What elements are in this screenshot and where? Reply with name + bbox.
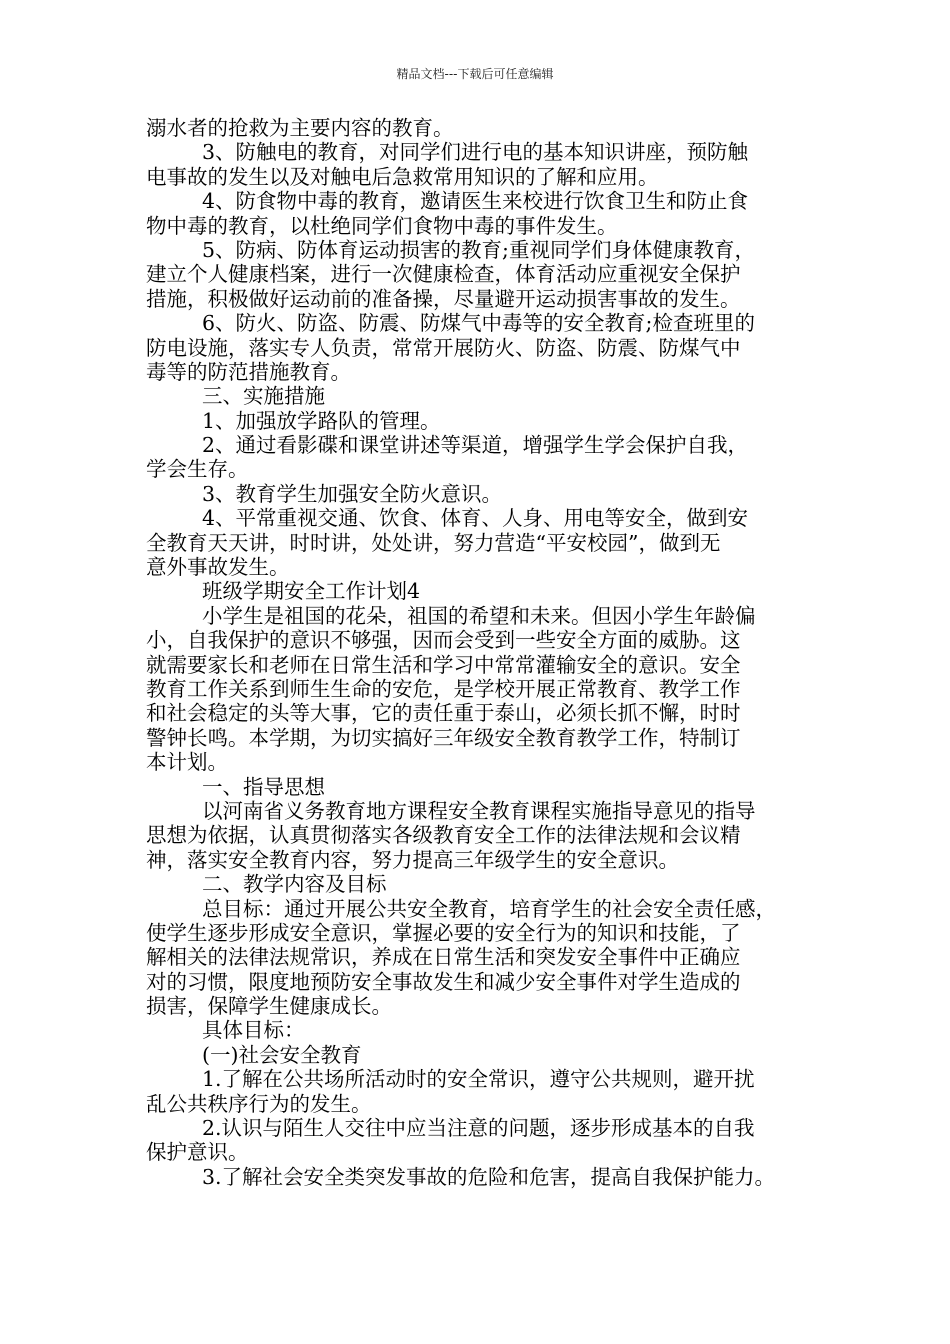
text-line: 解相关的法律法规常识，养成在日常生活和突发安全事件中正确应 <box>146 945 741 970</box>
text-line: 小学生是祖国的花朵，祖国的希望和未来。但因小学生年龄偏 <box>202 603 756 628</box>
page-header: 精品文档---下载后可任意编辑 <box>396 67 554 81</box>
text-line: 本计划。 <box>146 750 228 775</box>
text-line: 保护意识。 <box>146 1140 249 1165</box>
text-line: 6、防火、防盗、防震、防煤气中毒等的安全教育;检查班里的 <box>202 311 755 336</box>
text-line: 一、指导思想 <box>202 774 325 799</box>
text-line: 全教育天天讲，时时讲，处处讲，努力营造“平安校园”，做到无 <box>146 530 721 555</box>
text-line: 5、防病、防体育运动损害的教育;重视同学们身体健康教育， <box>202 237 755 262</box>
text-line: 以河南省义务教育地方课程安全教育课程实施指导意见的指导 <box>202 798 756 823</box>
text-line: 3、防触电的教育，对同学们进行电的基本知识讲座，预防触 <box>202 140 749 165</box>
text-line: (一)社会安全教育 <box>202 1042 362 1067</box>
text-line: 措施，积极做好运动前的准备操，尽量避开运动损害事故的发生。 <box>146 286 741 311</box>
text-line: 毒等的防范措施教育。 <box>146 359 351 384</box>
text-line: 电事故的发生以及对触电后急救常用知识的了解和应用。 <box>146 164 659 189</box>
text-line: 4、平常重视交通、饮食、体育、人身、用电等安全，做到安 <box>202 506 749 531</box>
text-line: 1、加强放学路队的管理。 <box>202 408 441 433</box>
text-line: 3.了解社会安全类突发事故的危险和危害，提高自我保护能力。 <box>202 1164 776 1189</box>
text-line: 乱公共秩序行为的发生。 <box>146 1091 372 1116</box>
text-line: 建立个人健康档案，进行一次健康检查，体育活动应重视安全保护 <box>146 262 741 287</box>
text-line: 就需要家长和老师在日常生活和学习中常常灌输安全的意识。安全 <box>146 652 741 677</box>
text-line: 二、教学内容及目标 <box>202 872 387 897</box>
text-line: 使学生逐步形成安全意识，掌握必要的安全行为的知识和技能，了 <box>146 920 741 945</box>
text-line: 班级学期安全工作计划4 <box>202 579 421 604</box>
document-body <box>146 116 822 1189</box>
text-line: 意外事故发生。 <box>146 555 290 580</box>
text-line: 4、防食物中毒的教育，邀请医生来校进行饮食卫生和防止食 <box>202 189 749 214</box>
text-line: 教育工作关系到师生生命的安危，是学校开展正常教育、教学工作 <box>146 676 741 701</box>
text-line: 防电设施，落实专人负责，常常开展防火、防盗、防震、防煤气中 <box>146 335 741 360</box>
text-line: 警钟长鸣。本学期，为切实搞好三年级安全教育教学工作，特制订 <box>146 725 741 750</box>
text-line: 3、教育学生加强安全防火意识。 <box>202 481 503 506</box>
text-line: 神，落实安全教育内容，努力提高三年级学生的安全意识。 <box>146 847 679 872</box>
text-line: 小，自我保护的意识不够强，因而会受到一些安全方面的威胁。这 <box>146 628 741 653</box>
text-line: 1.了解在公共场所活动时的安全常识，遵守公共规则，避开扰 <box>202 1067 755 1092</box>
text-line: 具体目标： <box>202 1018 305 1043</box>
text-line: 总目标：通过开展公共安全教育，培育学生的社会安全责任感， <box>202 896 776 921</box>
text-line: 和社会稳定的头等大事，它的责任重于泰山，必须长抓不懈，时时 <box>146 701 741 726</box>
text-line: 学会生存。 <box>146 457 249 482</box>
text-line: 对的习惯，限度地预防安全事故发生和减少安全事件对学生造成的 <box>146 969 741 994</box>
text-line: 2.认识与陌生人交往中应当注意的问题，逐步形成基本的自我 <box>202 1116 755 1141</box>
text-line: 溺水者的抢救为主要内容的教育。 <box>146 116 454 140</box>
text-line: 2、通过看影碟和课堂讲述等渠道，增强学生学会保护自我， <box>202 433 749 458</box>
text-line: 三、实施措施 <box>202 384 325 409</box>
text-line: 物中毒的教育，以杜绝同学们食物中毒的事件发生。 <box>146 213 618 238</box>
text-line: 损害，保障学生健康成长。 <box>146 994 392 1019</box>
text-line: 思想为依据，认真贯彻落实各级教育安全工作的法律法规和会议精 <box>146 823 741 848</box>
